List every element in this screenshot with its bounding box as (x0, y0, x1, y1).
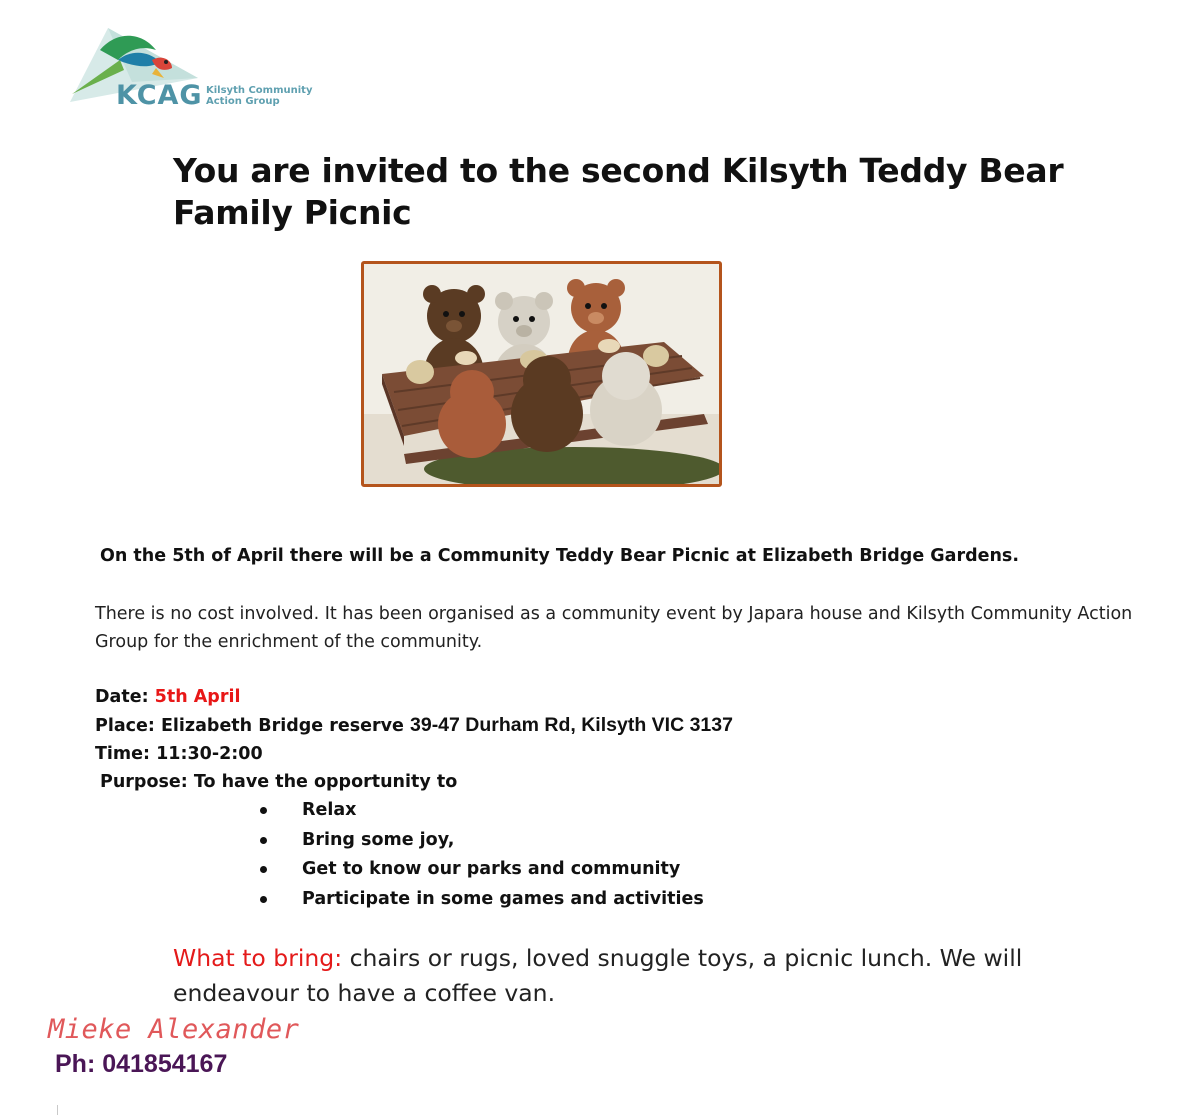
intro-text: On the 5th of April there will be a Community Teddy Bear Picnic at Elizabeth Bridge Gardens. (100, 546, 1019, 566)
list-item: Participate in some games and activities (95, 885, 704, 915)
logo-abbreviation: KCAG (116, 80, 203, 111)
place-label: Place: Elizabeth Bridge reserve (95, 716, 410, 736)
purpose-list (95, 796, 704, 914)
list-item: Relax (95, 796, 704, 826)
list-item: Get to know our parks and community (95, 855, 704, 885)
time-line: Time: 11:30-2:00 (95, 744, 263, 764)
date-line (95, 683, 1095, 711)
list-item: Bring some joy, (95, 826, 704, 856)
page-title: You are invited to the second Kilsyth Teddy Bear Family Picnic (173, 151, 1064, 232)
what-to-bring-label: What to bring: (173, 944, 343, 972)
place-address: 39-47 Durham Rd, Kilsyth VIC 3137 (410, 714, 733, 736)
date-value: 5th April (154, 687, 241, 707)
date-label: Date: (95, 687, 155, 707)
place-line (95, 711, 1095, 740)
purpose-line: Purpose: To have the opportunity to (100, 772, 458, 792)
event-details (95, 683, 1095, 796)
kcag-logo (60, 20, 320, 112)
teddy-bear-picnic-icon (364, 264, 719, 484)
text-cursor (57, 1105, 58, 1115)
what-to-bring (173, 941, 1073, 1011)
contact-phone: Ph: 041854167 (55, 1050, 228, 1078)
teddy-bear-picnic-photo (361, 261, 722, 487)
info-text: There is no cost involved. It has been organised as a community event by Japara house and Kilsyth Community Action Group for the enrichment of the community. (95, 604, 1133, 652)
what-to-bring-text: chairs or rugs, loved snuggle toys, a picnic lunch. We will endeavour to have a coffee van. (173, 944, 1023, 1007)
contact-name: Mieke Alexander (48, 1014, 300, 1045)
logo-organisation-name: Kilsyth Community Action Group (206, 85, 313, 107)
